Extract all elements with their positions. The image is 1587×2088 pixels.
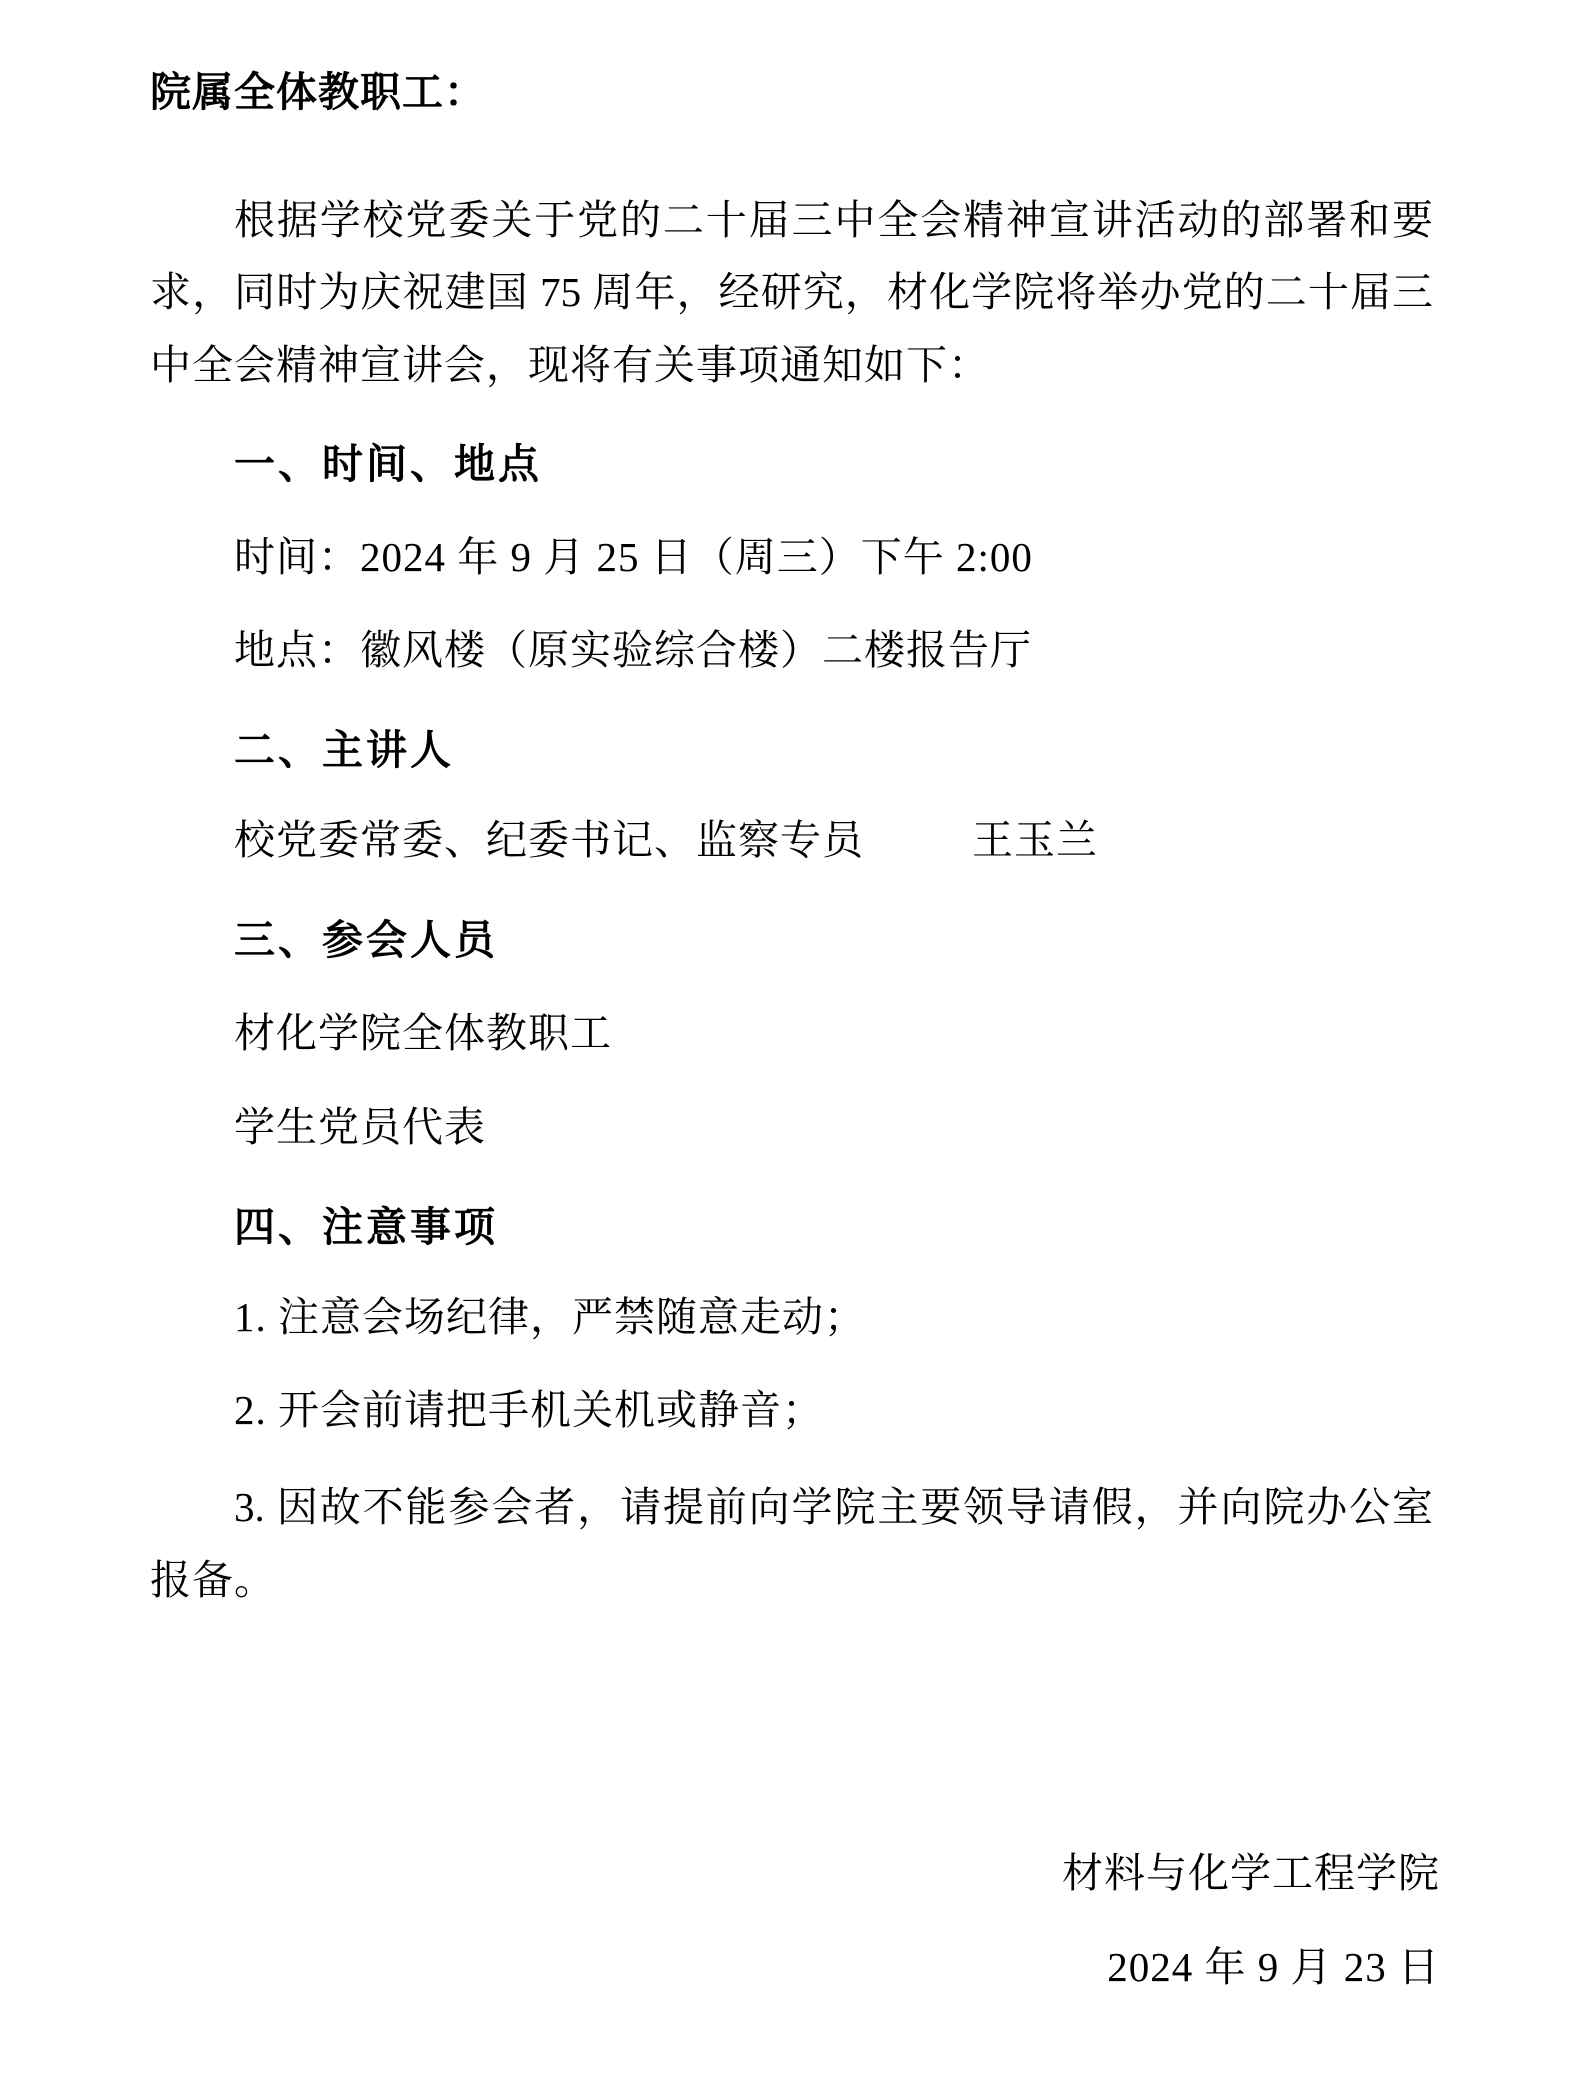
- speaker-line: [234, 814, 1098, 866]
- attendees-line-1: 材化学院全体教职工: [234, 1010, 612, 1056]
- intro-paragraph-line-3: 中全会精神宣讲会，现将有关事项通知如下：: [150, 342, 990, 388]
- attendees-line-2: 学生党员代表: [234, 1104, 486, 1150]
- speaker-role: 校党委常委、纪委书记、监察专员: [234, 817, 864, 863]
- place-line: 地点：徽风楼（原实验综合楼）二楼报告厅: [234, 627, 1032, 673]
- section-heading-attendees: 三、参会人员: [234, 917, 498, 963]
- note-item-1: 1. 注意会场纪律，严禁随意走动；: [234, 1294, 866, 1340]
- signature-organization: 材料与化学工程学院: [1062, 1850, 1440, 1896]
- time-line: 时间：2024 年 9 月 25 日（周三）下午 2:00: [234, 534, 1033, 580]
- note-item-3: 3. 因故不能参会者，请提前向学院主要领导请假，并向院办公室: [234, 1484, 1433, 1530]
- salutation: 院属全体教职工：: [150, 69, 486, 115]
- note-item-2: 2. 开会前请把手机关机或静音；: [234, 1387, 824, 1433]
- intro-paragraph-line-1: 根据学校党委关于党的二十届三中全会精神宣讲活动的部署和要: [234, 197, 1433, 243]
- intro-paragraph-line-2: 求，同时为庆祝建国 75 周年，经研究，材化学院将举办党的二十届三: [150, 269, 1433, 315]
- section-heading-speaker: 二、主讲人: [234, 727, 454, 773]
- section-heading-time-place: 一、时间、地点: [234, 441, 542, 487]
- note-item-3-continuation: 报备。: [150, 1557, 276, 1603]
- signature-date: 2024 年 9 月 23 日: [1107, 1944, 1440, 1990]
- section-heading-notes: 四、注意事项: [234, 1204, 498, 1250]
- speaker-name: 王玉兰: [972, 817, 1098, 863]
